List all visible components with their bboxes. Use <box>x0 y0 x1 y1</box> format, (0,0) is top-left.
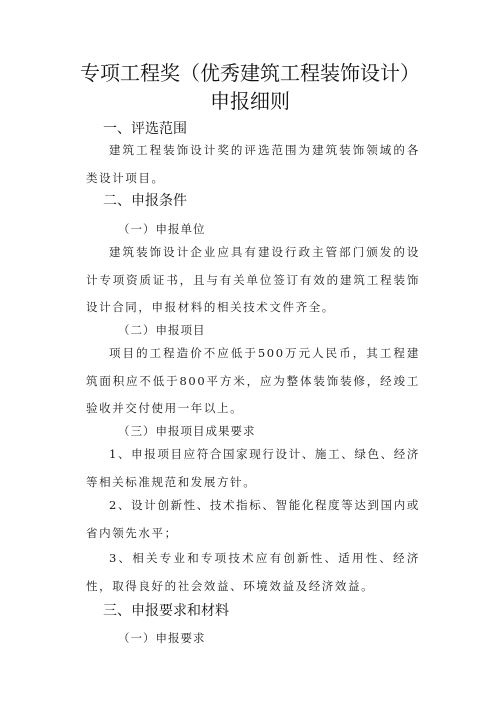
section-heading-conditions: 二、申报条件 <box>103 193 187 209</box>
subsection-heading-requirements: （三）申报项目成果要求 <box>118 424 256 438</box>
section-heading-scope: 一、评选范围 <box>103 121 187 137</box>
list-item-requirement-3: 3、相关专业和专项技术应有创新性、适用性、经济性，取得良好的社会效益、环境效益及经济效益。 <box>86 551 420 593</box>
list-item-requirement-1: 1、申报项目应符合国家现行设计、施工、绿色、经济等相关标准规范和发展方针。 <box>86 447 420 489</box>
paragraph-applicant: 建筑装饰设计企业应具有建设行政主管部门颁发的设计专项资质证书，且与有关单位签订有效的建筑工程装饰设计合同，申报材料的相关技术文件齐全。 <box>86 245 420 314</box>
subsection-heading-project: （二）申报项目 <box>118 323 206 337</box>
paragraph-scope: 建筑工程装饰设计奖的评选范围为建筑装饰领域的各类设计项目。 <box>86 143 420 185</box>
subsection-heading-submission: （一）申报要求 <box>118 631 206 645</box>
subsection-heading-applicant: （一）申报单位 <box>118 222 206 236</box>
list-item-requirement-2: 2、设计创新性、技术指标、智能化程度等达到国内或省内领先水平； <box>86 498 420 540</box>
section-heading-materials: 三、申报要求和材料 <box>103 603 229 619</box>
document-subtitle: 申报细则 <box>210 89 290 113</box>
paragraph-project: 项目的工程造价不应低于500万元人民币，其工程建筑面积应不低于800平方米，应为整体装饰装修，经竣工验收并交付使用一年以上。 <box>86 346 420 415</box>
document-title: 专项工程奖（优秀建筑工程装饰设计） <box>80 61 420 85</box>
